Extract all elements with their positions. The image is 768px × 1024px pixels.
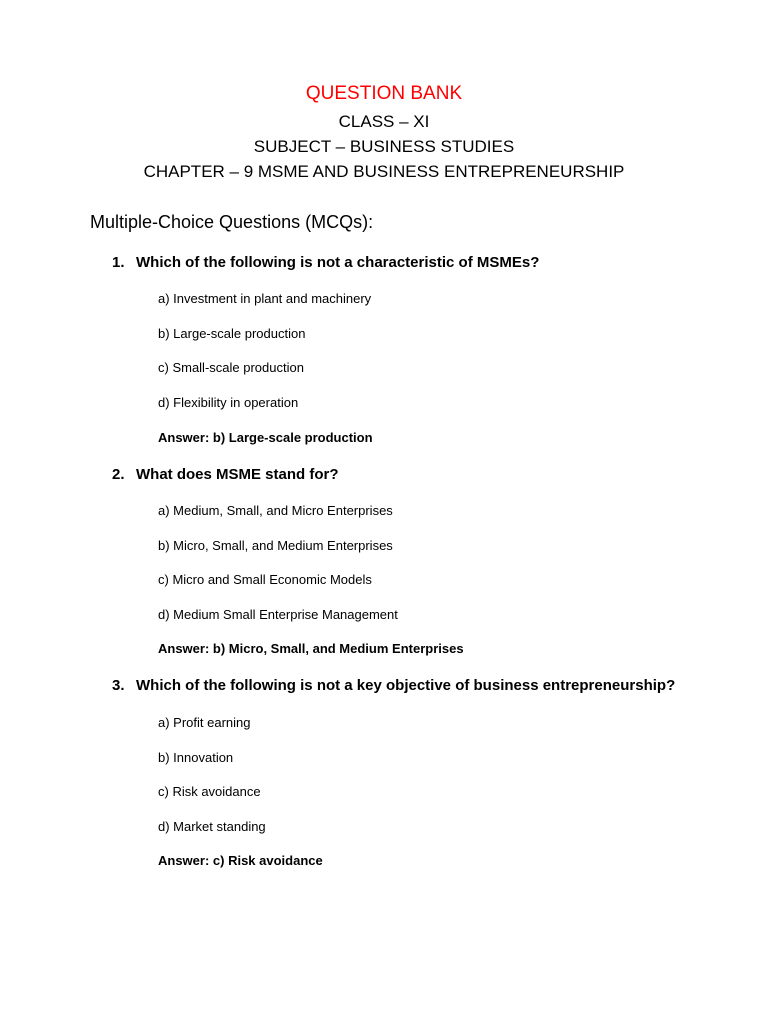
- question-1-option-c: c) Small-scale production: [158, 360, 304, 375]
- question-3: [112, 676, 675, 696]
- question-1-option-b: b) Large-scale production: [158, 326, 306, 341]
- question-1-answer: Answer: b) Large-scale production: [158, 430, 373, 445]
- question-1-option-a: a) Investment in plant and machinery: [158, 291, 372, 306]
- section-heading: Multiple-Choice Questions (MCQs):: [90, 212, 374, 232]
- question-3-option-c: c) Risk avoidance: [158, 784, 261, 799]
- question-2-option-b: b) Micro, Small, and Medium Enterprises: [158, 538, 393, 553]
- question-number: 1.: [112, 254, 125, 271]
- subject-line: SUBJECT – BUSINESS STUDIES: [253, 137, 515, 156]
- question-3-option-d: d) Market standing: [158, 819, 266, 834]
- question-text: Which of the following is not a key objective of business entrepreneurship?: [136, 677, 676, 694]
- question-3-option-b: b) Innovation: [158, 750, 234, 765]
- question-2: [112, 465, 339, 485]
- question-1-option-d: d) Flexibility in operation: [158, 395, 299, 410]
- class-line: CLASS – XI: [338, 112, 430, 131]
- question-1: [112, 253, 539, 273]
- question-number: 2.: [112, 466, 125, 483]
- document-title: QUESTION BANK: [305, 83, 463, 104]
- question-3-option-a: a) Profit earning: [158, 715, 251, 730]
- question-2-option-d: d) Medium Small Enterprise Management: [158, 607, 398, 622]
- question-text: What does MSME stand for?: [136, 466, 339, 483]
- question-number: 3.: [112, 677, 125, 694]
- question-text: Which of the following is not a characteristic of MSMEs?: [136, 254, 540, 271]
- chapter-line: CHAPTER – 9 MSME AND BUSINESS ENTREPRENEURSHIP: [143, 162, 625, 181]
- question-2-option-c: c) Micro and Small Economic Models: [158, 572, 372, 587]
- question-2-answer: Answer: b) Micro, Small, and Medium Enterprises: [158, 641, 464, 656]
- question-3-answer: Answer: c) Risk avoidance: [158, 853, 323, 868]
- question-2-option-a: a) Medium, Small, and Micro Enterprises: [158, 503, 393, 518]
